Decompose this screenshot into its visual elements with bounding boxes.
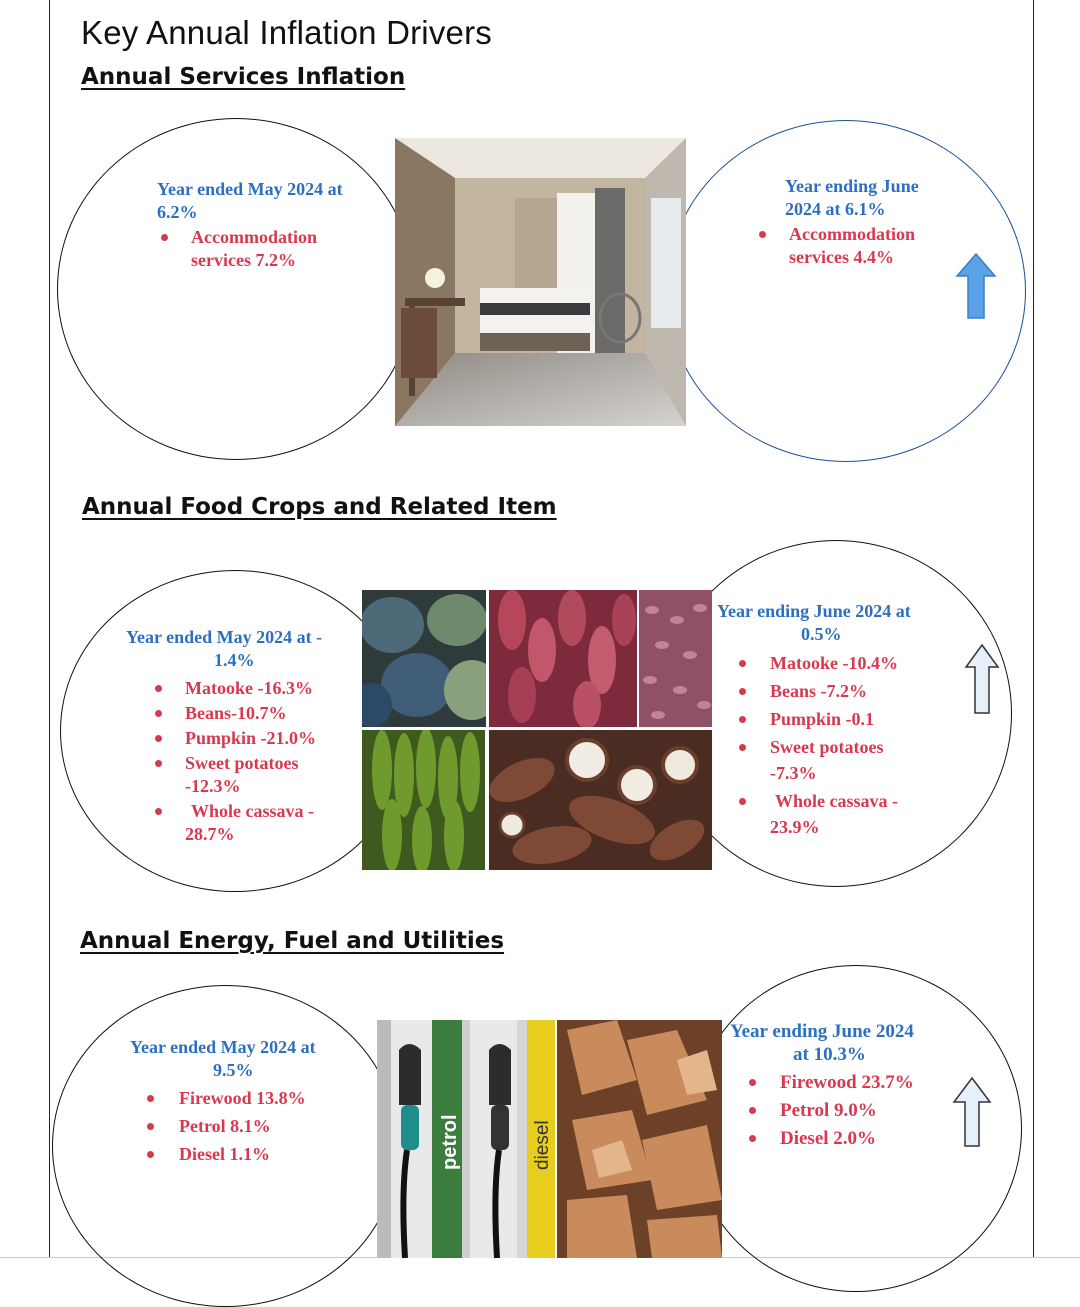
list-item: Diesel 2.0% — [730, 1127, 960, 1150]
list-item: Petrol 9.0% — [730, 1099, 960, 1122]
hotel-room-icon — [395, 138, 686, 426]
list-item: Beans-10.7% — [126, 702, 356, 725]
bullet-icon — [155, 735, 162, 742]
list-item: Pumpkin -21.0% — [126, 727, 356, 750]
list-item: Firewood 23.7% — [730, 1071, 960, 1094]
list-item: Whole cassava - — [126, 800, 356, 823]
bullet-icon — [739, 798, 746, 805]
services-left-stats — [157, 178, 367, 272]
list-item: Diesel 1.1% — [130, 1143, 360, 1166]
bullet-icon — [749, 1135, 756, 1142]
bullet-icon — [739, 688, 746, 695]
up-arrow-icon — [955, 252, 997, 322]
food-left-stats — [126, 626, 356, 846]
list-item: Petrol 8.1% — [130, 1115, 360, 1138]
list-item: Accommodation services 7.2% — [157, 226, 367, 272]
food-crops-collage-image — [362, 590, 712, 870]
energy-right-head-line1: Year ending June 2024 — [730, 1021, 914, 1042]
bullet-icon — [759, 231, 766, 238]
energy-left-head-line2: 9.5% — [213, 1060, 254, 1080]
bullet-icon — [147, 1151, 154, 1158]
food-right-head-line1: Year ending June 2024 at — [717, 601, 911, 621]
food-right-stats — [717, 600, 957, 839]
bullet-icon — [155, 685, 162, 692]
list-item-continuation: -12.3% — [185, 776, 241, 796]
list-item-continuation: 28.7% — [185, 824, 235, 844]
diesel-pump-label: diesel — [532, 1120, 553, 1170]
food-left-head-line2: 1.4% — [214, 650, 255, 670]
food-right-head-line2: 0.5% — [801, 624, 842, 644]
list-item: Sweet potatoes — [126, 752, 356, 775]
services-left-list — [157, 226, 367, 272]
list-item: Matooke -16.3% — [126, 677, 356, 700]
energy-right-head-line2: at 10.3% — [793, 1044, 866, 1065]
energy-left-head-line1: Year ended May 2024 at — [130, 1037, 316, 1057]
bullet-icon — [155, 710, 162, 717]
food-crops-icon — [362, 590, 712, 870]
services-right-head: Year ending June 2024 at 6.1% — [785, 176, 919, 219]
services-left-head: Year ended May 2024 at 6.2% — [157, 179, 343, 222]
energy-right-stats — [730, 1020, 960, 1150]
food-left-list — [126, 677, 356, 846]
page-title: Key Annual Inflation Drivers — [81, 14, 492, 51]
bullet-icon — [147, 1095, 154, 1102]
bullet-icon — [739, 660, 746, 667]
energy-left-list — [130, 1087, 360, 1166]
bullet-icon — [147, 1123, 154, 1130]
list-item: Beans -7.2% — [717, 680, 957, 703]
up-arrow-icon — [964, 643, 1000, 717]
list-item: Whole cassava - — [717, 790, 957, 813]
petrol-pump-label: petrol — [439, 1114, 461, 1170]
hotel-bedroom-image — [395, 138, 686, 426]
list-item: Pumpkin -0.1 — [717, 708, 957, 731]
food-right-list — [717, 652, 957, 839]
bullet-icon — [155, 760, 162, 767]
energy-left-stats — [130, 1036, 360, 1166]
bullet-icon — [155, 808, 162, 815]
list-item: Sweet potatoes — [717, 736, 957, 759]
food-left-head-line1: Year ended May 2024 at - — [126, 627, 323, 647]
food-heading: Annual Food Crops and Related Item — [82, 494, 557, 520]
services-right-stats — [757, 175, 947, 269]
page-border-left — [49, 0, 50, 1258]
bullet-icon — [161, 234, 168, 241]
list-item-continuation: -7.3% — [770, 763, 817, 783]
energy-heading: Annual Energy, Fuel and Utilities — [80, 928, 505, 954]
bullet-icon — [739, 744, 746, 751]
services-heading: Annual Services Inflation — [81, 64, 406, 90]
bullet-icon — [739, 716, 746, 723]
list-item-continuation: 23.9% — [770, 817, 820, 837]
services-left-bubble — [57, 118, 415, 460]
list-item: Accommodation services 4.4% — [757, 223, 947, 269]
up-arrow-icon — [952, 1076, 992, 1150]
services-right-list — [757, 223, 947, 269]
fuel-pumps-and-firewood-image — [377, 1020, 722, 1258]
energy-right-list — [730, 1071, 960, 1150]
bullet-icon — [749, 1107, 756, 1114]
list-item: Firewood 13.8% — [130, 1087, 360, 1110]
page-border-right — [1033, 0, 1034, 1258]
list-item: Matooke -10.4% — [717, 652, 957, 675]
bullet-icon — [749, 1079, 756, 1086]
